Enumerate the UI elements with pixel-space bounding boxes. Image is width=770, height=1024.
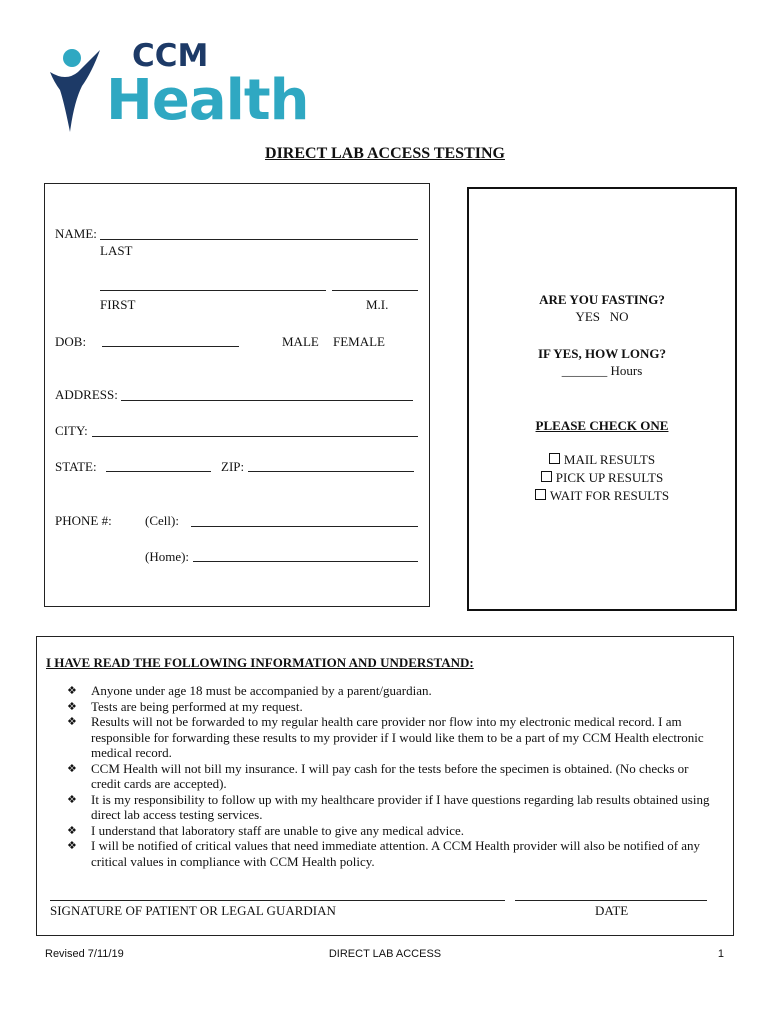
checkbox-icon[interactable] <box>535 489 546 500</box>
list-item: ❖ Tests are being performed at my request. <box>67 698 303 714</box>
person-figure-icon <box>48 42 110 134</box>
address-label: ADDRESS: <box>55 387 118 402</box>
mi-label: M.I. <box>366 297 389 312</box>
fasting-hours-field[interactable]: _______ Hours <box>561 363 643 378</box>
list-item: ❖ I will be notified of critical values that need immediate attention. A CCM Health provider will also be notified of any critical values in compliance with CCM Health policy. <box>67 838 701 869</box>
diamond-bullet-icon: ❖ <box>67 839 77 852</box>
name-label: NAME: <box>55 226 97 241</box>
ccm-health-logo <box>48 36 308 136</box>
option-wait-for-results[interactable] <box>469 488 735 504</box>
fasting-question: ARE YOU FASTING? <box>539 292 665 307</box>
state-label: STATE: <box>55 459 97 474</box>
date-label: DATE <box>595 903 629 918</box>
list-item: ❖ I understand that laboratory staff are unable to give any medical advice. <box>67 822 465 838</box>
acknowledgement-heading: I HAVE READ THE FOLLOWING INFORMATION AND UNDERSTAND: <box>46 655 474 670</box>
address-field[interactable] <box>121 400 413 401</box>
footer-title: DIRECT LAB ACCESS <box>328 948 442 960</box>
list-item: ❖ It is my responsibility to follow up with my healthcare provider if I have questions regarding lab results obtained using direct lab access testing services. <box>67 791 710 822</box>
last-label: LAST <box>100 243 133 258</box>
list-item: ❖ Anyone under age 18 must be accompanied by a parent/guardian. <box>67 683 432 698</box>
fasting-yes-no[interactable]: YES NO <box>575 309 629 324</box>
male-option[interactable]: MALE <box>282 334 319 349</box>
home-phone-field[interactable] <box>193 561 418 562</box>
option-label: MAIL RESULTS <box>563 452 656 467</box>
dob-field[interactable] <box>102 346 239 347</box>
diamond-bullet-icon: ❖ <box>67 715 77 728</box>
option-pick-up-results[interactable] <box>469 470 735 486</box>
diamond-bullet-icon: ❖ <box>67 699 77 713</box>
home-label: (Home): <box>145 549 190 564</box>
patient-info-box <box>44 183 430 607</box>
acknowledgement-box <box>36 636 734 936</box>
date-line[interactable] <box>515 900 707 901</box>
name-field[interactable] <box>100 239 418 240</box>
checkbox-icon[interactable] <box>541 471 552 482</box>
signature-line[interactable] <box>50 900 505 901</box>
option-label: WAIT FOR RESULTS <box>549 488 670 503</box>
footer-revised: Revised 7/11/19 <box>45 948 124 960</box>
diamond-bullet-icon: ❖ <box>67 792 77 806</box>
dob-label: DOB: <box>55 334 87 349</box>
state-field[interactable] <box>106 471 211 472</box>
list-item: ❖ CCM Health will not bill my insurance. I will pay cash for the tests before the specimen is obtained. (No checks or credit cards are accepted). <box>67 760 689 791</box>
zip-field[interactable] <box>248 471 414 472</box>
city-field[interactable] <box>92 436 418 437</box>
fasting-box <box>467 187 737 611</box>
first-name-field[interactable] <box>100 290 326 291</box>
cell-phone-field[interactable] <box>191 526 418 527</box>
fasting-how-long: IF YES, HOW LONG? <box>537 346 667 361</box>
cell-label: (Cell): <box>145 513 179 528</box>
list-item: ❖ Results will not be forwarded to my regular health care provider nor flow into my electronic medical record. I am responsible for forwarding these results to my provider if I would like them to be a part of my CCM Health electronic medical record. <box>67 714 704 760</box>
first-label: FIRST <box>100 297 136 312</box>
document-title: DIRECT LAB ACCESS TESTING <box>265 145 505 162</box>
option-label: PICK UP RESULTS <box>555 470 664 485</box>
phone-label: PHONE #: <box>55 513 112 528</box>
zip-label: ZIP: <box>221 459 245 474</box>
check-one-heading: PLEASE CHECK ONE <box>535 418 669 433</box>
middle-initial-field[interactable] <box>332 290 418 291</box>
signature-label: SIGNATURE OF PATIENT OR LEGAL GUARDIAN <box>50 903 336 918</box>
female-option[interactable]: FEMALE <box>333 334 385 349</box>
checkbox-icon[interactable] <box>549 453 560 464</box>
logo-text-health: Health <box>106 68 309 133</box>
diamond-bullet-icon: ❖ <box>67 823 77 837</box>
acknowledgement-list <box>67 683 717 869</box>
city-label: CITY: <box>55 423 88 438</box>
diamond-bullet-icon: ❖ <box>67 761 77 775</box>
diamond-bullet-icon: ❖ <box>67 684 77 697</box>
option-mail-results[interactable] <box>469 452 735 468</box>
logo-text-ccm: CCM <box>132 38 209 74</box>
page-number: 1 <box>717 948 724 960</box>
